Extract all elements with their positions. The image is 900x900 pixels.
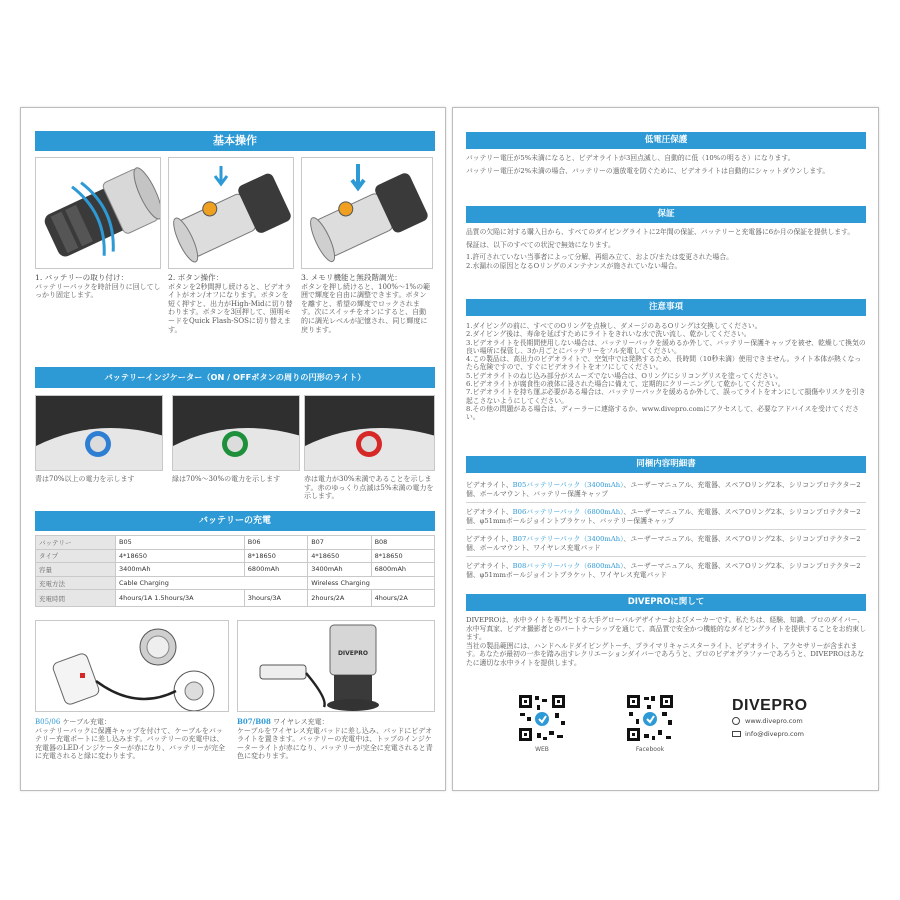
wireless-charging-image [237, 620, 435, 712]
table-row [36, 563, 435, 577]
table-cell: B08 [371, 536, 434, 550]
step3-text: 3. メモリ機能と無段階調光： ボタンを押し続けると、100%～1%の範囲で輝度を自由に調整できます。ボタンを離すと、希望の輝度でロックされます。次にスイッチをオンにすると、自動的に調光レベルが記憶され、同じ輝度に戻ります。 [301, 273, 431, 334]
device-brand-label: DIVEPRO [337, 650, 369, 657]
table-cell: B07 [308, 536, 371, 550]
facebook-qr-label: Facebook [635, 746, 665, 753]
table-label: バッテリー [36, 536, 116, 550]
about-header: DIVEPROに関して [466, 594, 866, 611]
table-cell: 8*18650 [371, 549, 434, 563]
charging-table [35, 535, 435, 607]
step1-image [35, 157, 161, 269]
package-item: ビデオライト、B07バッテリーパック（3400mAh）、ユーザーマニュアル、充電器、スペアOリング2本、シリコンプロテクター2個、ボールマウント、ワイヤレス充電パッド [466, 535, 861, 552]
about-text: DIVEPROは、水中ライトを専門とする大手グローバルデザイナーおよびメーカーです。私たちは、経験、知識、プロのダイバー、水中写真家、ビデオ撮影者とのパートナーシップを通じて、高品質で安全かつ機能的なダイビングライトを提供することをお約束します。 当社の製品範囲には、ハンドヘルドダイビングトーチ、プライマリキャニスターライト、ビデオライト、アクセサリーが含まれます。あなたが最初の一歩を踏み出すレクリエーションダイバーであろうと、プロのビデオグラファーであろうと、DIVEPROはあなたに適切な水中ライトを提供します。 [466, 616, 866, 667]
blue-indicator-text: 青は70%以上の電力を示します [35, 475, 135, 483]
cable-charging-text: B05/06 ケーブル充電： バッテリーパックに保護キャップを付けて、ケーブルをバッテリー充電ポートに差し込みます。バッテリーの充電中は、充電器のLEDインジケーターが赤になり、バッテリーが完全に充電されると緑に変わります。 [35, 718, 226, 761]
step2-image [168, 157, 294, 269]
table-cell: 3hours/3A [244, 590, 307, 607]
divider [466, 502, 866, 503]
battery-indicator-header: バッテリーインジケーター（ON / OFFボタンの周りの円形のライト） [35, 367, 435, 388]
red-indicator-text: 赤は電力が30%未満であることを示します。赤のゆっくり点滅は5%未満の電力を示します。 [304, 475, 434, 501]
left-page [20, 107, 446, 791]
table-cell: 3400mAh [308, 563, 371, 577]
basic-operation-header: 基本操作 [35, 131, 435, 151]
table-cell: 4hours/2A [371, 590, 434, 607]
table-cell: 6800mAh [371, 563, 434, 577]
low-voltage-text: バッテリー電圧が5%未満になると、ビデオライトが3回点滅し、自動的に低（10%の明るさ）になります。 バッテリー電圧が2%未満の場合、バッテリーの過放電を防ぐために、ビデオライトは自動的にシャットダウンします。 [466, 154, 830, 175]
table-label: 充電時間 [36, 590, 116, 607]
step1-text: 1. バッテリーの取り付け： バッテリーパックを時計回りに回してしっかり固定します。 [35, 273, 161, 300]
table-row [36, 536, 435, 550]
step3-image [301, 157, 433, 269]
divepro-logo: DIVEPRO [732, 697, 808, 714]
table-cell: 4*18650 [308, 549, 371, 563]
package-contents-header: 同梱内容明細書 [466, 456, 866, 473]
notes-text: 1.ダイビングの前に、すべてのOリングを点検し、ダメージのあるOリングは交換してください。 2.ダイビング後は、寿命を延ばすためにライトをきれいな水で洗い流し、乾かしてください。 3.ビデオライトを長期間使用しない場合は、バッテリーパックを緩めるか外して、バッテリー保護キャップを被せ、乾燥して換気の良い場所に保管し、3か月ごとにバッテリーをフル充電してください。 4.この製品は、高出力のビデオライトで、空気中では発熱するため、長時間（10秒未満）使用できません。ライト本体が熱くなったら危険ですので、すぐにビデオライトをオフにしてください。 5.ビデオライトのねじ込み部分がスムーズでない場合は、Oリングにシリコングリスを塗ってください。 6.ビデオライトが腐食性の液体に浸された場合に備えて、定期的にクリーニングして乾かしてください。 7.ビデオライトを持ち運ぶ必要がある場合は、バッテリーパックを緩めるか外して、誤ってライトをオンにして損傷やリスクを引き起こさないようにしてください。 8.その他の問題がある場合は、ディーラーに連絡するか、www.divepro.comにアクセスして、必要なアドバイスを受けてください。 [466, 322, 866, 422]
step2-text: 2. ボタン操作： ボタンを2秒間押し続けると、ビデオライトがオン/オフになります。ボタンを短く押すと、出力がHigh-Midに切り替わります。ボタンを3回押して、照明モードをQuick Flash-SOSに切り替えます。 [168, 273, 293, 334]
green-indicator-image [172, 395, 300, 471]
globe-icon [732, 717, 740, 725]
table-row [36, 576, 435, 590]
website-link[interactable]: www.divepro.com [732, 715, 852, 727]
table-label: 充電方法 [36, 576, 116, 590]
table-cell: 6800mAh [244, 563, 307, 577]
table-cell: 4*18650 [116, 549, 245, 563]
cable-charging-image [35, 620, 229, 712]
right-page [452, 107, 879, 791]
email-link[interactable]: info@divepro.com [732, 728, 852, 740]
web-qr-label: WEB [535, 746, 549, 753]
table-cell: 4hours/1A 1.5hours/3A [116, 590, 245, 607]
warranty-header: 保証 [466, 206, 866, 223]
notes-header: 注意事項 [466, 299, 866, 316]
mail-icon [732, 731, 741, 737]
divider [466, 556, 866, 557]
table-row [36, 549, 435, 563]
table-cell: B06 [244, 536, 307, 550]
table-label: タイプ [36, 549, 116, 563]
wireless-charging-text: B07/B08 ワイヤレス充電： ケーブルをワイヤレス充電パッドに差し込み、パッドにビデオライトを置きます。バッテリーの充電中は、トップのインジケーターライトが赤になり、バッテリーが完全に充電されると青色に変わります。 [237, 717, 433, 761]
table-cell: 2hours/2A [308, 590, 371, 607]
table-cell: Wireless Charging [308, 576, 435, 590]
battery-charging-header: バッテリーの充電 [35, 511, 435, 531]
package-item: ビデオライト、B06バッテリーパック（6800mAh）、ユーザーマニュアル、充電器、スペアOリング2本、シリコンプロテクター2個、φ51mmボールジョイントブラケット、バッテリー保護キャップ [466, 508, 861, 525]
table-cell: Cable Charging [116, 576, 308, 590]
warranty-text: 品質の欠陥に対する購入日から、すべてのダイビングライトに2年間の保証、バッテリーと充電器に6か月の保証を提供します。 保証は、以下のすべての状況で無効になります。 1.許可されていない当事者によって分解、再組み立て、および/または変更された場合。 2.水漏れの原因となるOリングのメンテナンスが施されていない場合。 [466, 228, 855, 270]
table-label: 容量 [36, 563, 116, 577]
package-item: ビデオライト、B05バッテリーパック（3400mAh）、ユーザーマニュアル、充電器、スペアOリング2本、シリコンプロテクター2個、ボールマウント、バッテリー保護キャップ [466, 481, 861, 498]
table-cell: 3400mAh [116, 563, 245, 577]
package-item: ビデオライト、B08バッテリーパック（6800mAh）、ユーザーマニュアル、充電器、スペアOリング2本、シリコンプロテクター2個、φ51mmボールジョイントブラケット、ワイヤレス充電パッド [466, 562, 861, 579]
table-row [36, 590, 435, 607]
table-cell: B05 [116, 536, 245, 550]
facebook-qr-code[interactable] [625, 693, 675, 743]
table-cell: 8*18650 [244, 549, 307, 563]
web-qr-code[interactable] [517, 693, 567, 743]
low-voltage-header: 低電圧保護 [466, 132, 866, 149]
red-indicator-image [304, 395, 435, 471]
green-indicator-text: 緑は70%～30%の電力を示します [172, 475, 281, 483]
blue-indicator-image [35, 395, 163, 471]
divider [466, 529, 866, 530]
